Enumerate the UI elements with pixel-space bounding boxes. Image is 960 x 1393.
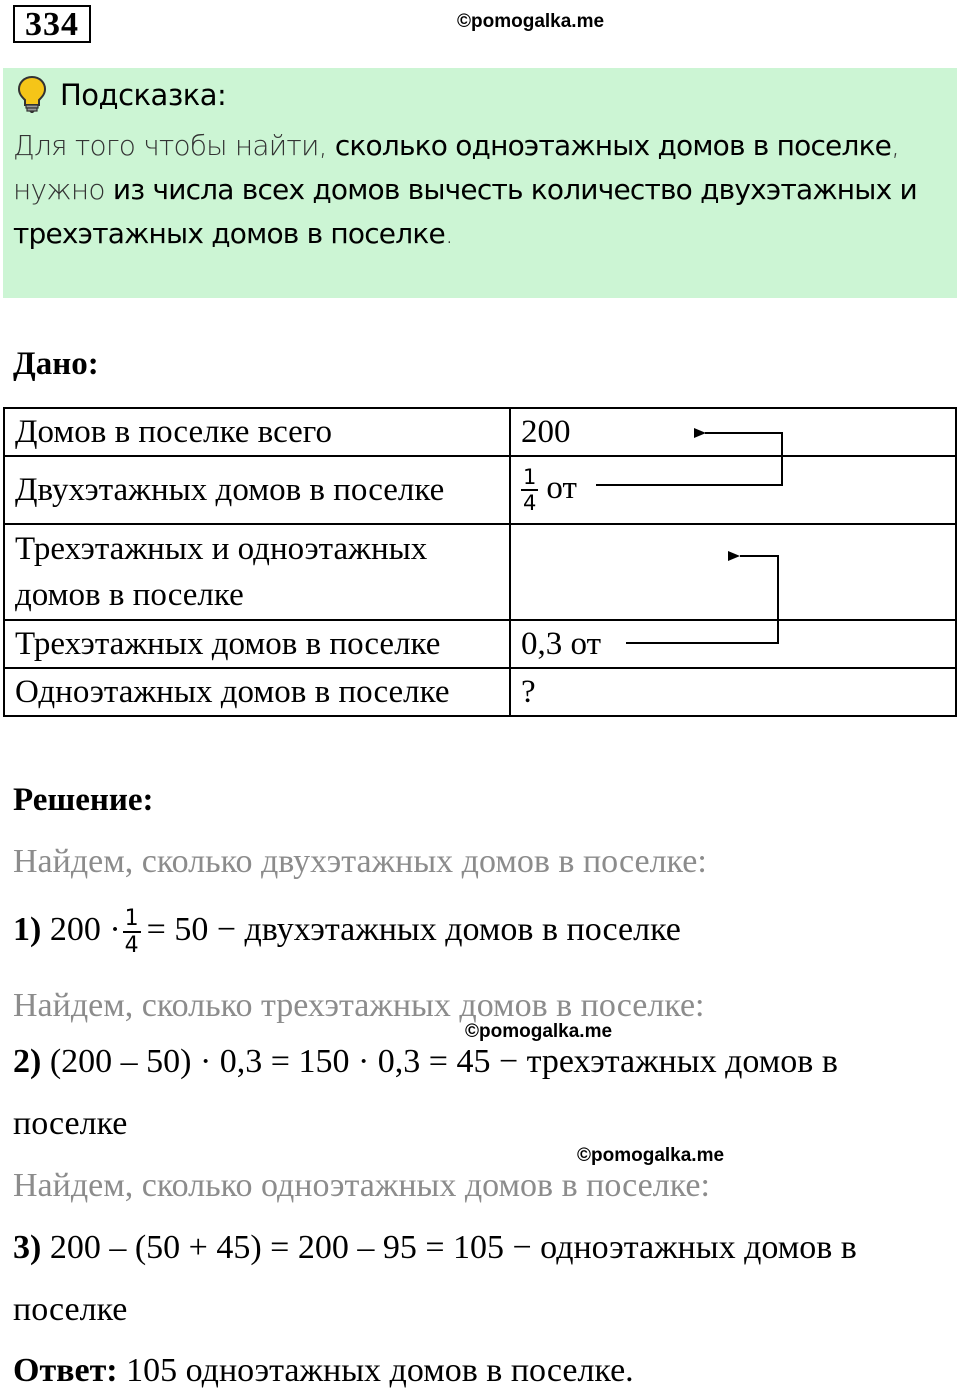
step-number: 3) xyxy=(13,1229,42,1266)
given-value: ? xyxy=(510,668,956,716)
step1-intro: Найдем, сколько двухэтажных домов в поселке: xyxy=(13,843,707,880)
given-label: Трехэтажных домов в поселке xyxy=(4,620,510,668)
fraction-denominator: 4 xyxy=(523,491,537,516)
step2-expression: (200 – 50) · 0,3 = 150 · 0,3 = 45 − трехэтажных домов в xyxy=(49,1043,838,1080)
step1-result: = 50 − двухэтажных домов в поселке xyxy=(146,910,681,948)
given-value: 200 xyxy=(510,408,956,456)
given-label: Двухэтажных домов в поселке xyxy=(4,456,510,524)
fraction-numerator: 1 xyxy=(523,465,537,490)
hint-text-emphasis: из числа всех домов вычесть количество двухэтажных и трехэтажных домов в поселке xyxy=(13,173,917,250)
hint-text-part: , нужно xyxy=(13,129,900,206)
answer-line xyxy=(13,1352,634,1390)
arrow-share-of-remainder xyxy=(626,556,778,643)
hint-text-emphasis: сколько одноэтажных домов в поселке xyxy=(334,129,892,162)
given-label: Домов в поселке всего xyxy=(4,408,510,456)
arrow-head-icon xyxy=(694,428,706,438)
fraction-numerator: 1 xyxy=(124,906,139,931)
step3-continuation: поселке xyxy=(13,1291,128,1328)
step2-continuation: поселке xyxy=(13,1105,128,1142)
step1-expression: 200 · xyxy=(49,910,121,948)
arrow-head-icon xyxy=(728,551,740,561)
step3-intro: Найдем, сколько одноэтажных домов в поселке: xyxy=(13,1167,710,1204)
task-number: 334 xyxy=(13,5,91,43)
hint-title: Подсказка: xyxy=(60,78,227,112)
arrow-quarter-of-total xyxy=(596,433,782,485)
given-label: Трехэтажных и одноэтажных домов в поселке xyxy=(4,524,510,620)
given-value: от xyxy=(546,469,577,506)
step3-expression: 200 – (50 + 45) = 200 – 95 = 105 − одноэтажных домов в xyxy=(49,1229,857,1266)
step3-line xyxy=(13,1229,857,1267)
given-value: 0,3 от xyxy=(510,620,956,668)
step2-intro: Найдем, сколько трехэтажных домов в поселке: xyxy=(13,987,705,1024)
watermark-middle: ©pomogalka.me xyxy=(465,1021,613,1042)
watermark-lower: ©pomogalka.me xyxy=(577,1145,725,1166)
step2-line xyxy=(13,1043,838,1081)
given-heading: Дано: xyxy=(13,346,99,382)
step-number: 1) xyxy=(13,910,42,948)
step1-line xyxy=(13,906,681,958)
fraction-denominator: 4 xyxy=(124,933,139,958)
answer-text: 105 одноэтажных домов в поселке. xyxy=(126,1352,634,1389)
hint-text-part: Для того чтобы найти, xyxy=(13,129,335,162)
watermark-top: ©pomogalka.me xyxy=(457,11,605,32)
solution-heading: Решение: xyxy=(13,782,154,818)
given-label: Одноэтажных домов в поселке xyxy=(4,668,510,716)
hint-text-part: . xyxy=(444,217,453,250)
answer-label: Ответ: xyxy=(13,1352,118,1389)
fraction xyxy=(123,906,141,958)
step-number: 2) xyxy=(13,1043,42,1080)
